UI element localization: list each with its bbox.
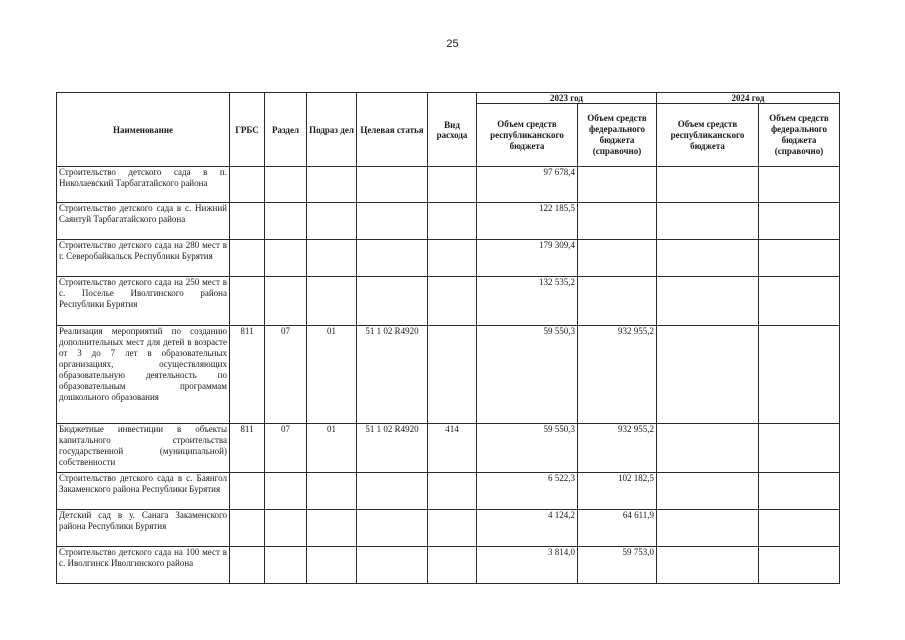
budget-table — [56, 92, 840, 584]
cell-target — [357, 240, 428, 277]
table-body — [57, 167, 840, 584]
table-row — [57, 277, 840, 326]
cell-rep2023: 122 185,5 — [477, 203, 578, 240]
header-rep-budget-2023: Объем средств республиканского бюджета — [477, 104, 578, 167]
cell-fed2023 — [578, 240, 657, 277]
cell-fed2024 — [759, 167, 840, 203]
cell-fed2024 — [759, 326, 840, 424]
cell-target — [357, 547, 428, 584]
table-row — [57, 240, 840, 277]
cell-fed2023: 102 182,5 — [578, 473, 657, 510]
cell-name: Бюджетные инвестиции в объекты капитального строительства государственной (муниципальной) собственности — [57, 424, 230, 473]
table-row — [57, 424, 840, 473]
table-row — [57, 326, 840, 424]
cell-target: 51 1 02 R4920 — [357, 424, 428, 473]
cell-grbs — [230, 277, 265, 326]
cell-fed2024 — [759, 424, 840, 473]
page-number: 25 — [446, 38, 459, 50]
cell-rep2024 — [657, 547, 759, 584]
cell-expense — [428, 277, 477, 326]
table-row — [57, 203, 840, 240]
cell-fed2024 — [759, 203, 840, 240]
cell-expense — [428, 167, 477, 203]
cell-grbs: 811 — [230, 424, 265, 473]
cell-fed2024 — [759, 510, 840, 547]
cell-name: Строительство детского сада в п. Николаевский Тарбагатайского района — [57, 167, 230, 203]
cell-rep2024 — [657, 240, 759, 277]
cell-name: Строительство детского сада на 280 мест в г. Северобайкальск Республики Бурятия — [57, 240, 230, 277]
cell-grbs — [230, 203, 265, 240]
cell-name: Строительство детского сада в с. Баянгол Закаменского района Республики Бурятия — [57, 473, 230, 510]
cell-section — [265, 547, 307, 584]
cell-expense: 414 — [428, 424, 477, 473]
cell-rep2024 — [657, 167, 759, 203]
cell-section — [265, 277, 307, 326]
cell-target: 51 1 02 R4920 — [357, 326, 428, 424]
cell-section — [265, 167, 307, 203]
cell-rep2023: 4 124,2 — [477, 510, 578, 547]
cell-fed2023: 64 611,9 — [578, 510, 657, 547]
header-section: Раздел — [265, 93, 307, 167]
cell-rep2024 — [657, 473, 759, 510]
cell-subsection: 01 — [307, 326, 357, 424]
cell-subsection — [307, 547, 357, 584]
cell-fed2023 — [578, 203, 657, 240]
cell-subsection — [307, 167, 357, 203]
cell-rep2024 — [657, 277, 759, 326]
cell-rep2023: 179 309,4 — [477, 240, 578, 277]
cell-grbs — [230, 240, 265, 277]
header-expense-type: Вид расхода — [428, 93, 477, 167]
cell-subsection — [307, 240, 357, 277]
table-row — [57, 547, 840, 584]
header-rep-budget-2024: Объем средств республиканского бюджета — [657, 104, 759, 167]
cell-fed2023: 59 753,0 — [578, 547, 657, 584]
header-row-years — [57, 93, 840, 104]
cell-grbs — [230, 547, 265, 584]
cell-fed2023 — [578, 167, 657, 203]
cell-section: 07 — [265, 326, 307, 424]
table-row — [57, 473, 840, 510]
cell-section — [265, 240, 307, 277]
cell-expense — [428, 326, 477, 424]
cell-fed2023 — [578, 277, 657, 326]
cell-rep2023: 132 535,2 — [477, 277, 578, 326]
cell-rep2023: 97 678,4 — [477, 167, 578, 203]
cell-rep2024 — [657, 326, 759, 424]
cell-rep2023: 59 550,3 — [477, 424, 578, 473]
cell-expense — [428, 203, 477, 240]
cell-subsection — [307, 473, 357, 510]
cell-fed2024 — [759, 240, 840, 277]
cell-fed2024 — [759, 473, 840, 510]
header-fed-budget-2023: Объем средств федерального бюджета (справочно) — [578, 104, 657, 167]
cell-subsection — [307, 203, 357, 240]
cell-expense — [428, 547, 477, 584]
cell-section — [265, 473, 307, 510]
cell-target — [357, 203, 428, 240]
header-name: Наименование — [57, 93, 230, 167]
cell-expense — [428, 473, 477, 510]
header-fed-budget-2024: Объем средств федерального бюджета (справочно) — [759, 104, 840, 167]
header-target: Целевая статья — [357, 93, 428, 167]
cell-name: Детский сад в у. Санага Закаменского района Республики Бурятия — [57, 510, 230, 547]
cell-fed2024 — [759, 547, 840, 584]
cell-fed2024 — [759, 277, 840, 326]
cell-subsection — [307, 510, 357, 547]
cell-rep2024 — [657, 510, 759, 547]
cell-expense — [428, 510, 477, 547]
header-year-2023: 2023 год — [477, 93, 657, 104]
cell-section — [265, 203, 307, 240]
cell-name: Строительство детского сада на 100 мест в с. Иволгинск Иволгинского района — [57, 547, 230, 584]
cell-expense — [428, 240, 477, 277]
header-subsection: Подраз дел — [307, 93, 357, 167]
cell-grbs: 811 — [230, 326, 265, 424]
cell-rep2023: 6 522,3 — [477, 473, 578, 510]
cell-target — [357, 510, 428, 547]
cell-grbs — [230, 473, 265, 510]
table-row — [57, 167, 840, 203]
cell-subsection — [307, 277, 357, 326]
header-year-2024: 2024 год — [657, 93, 840, 104]
cell-section: 07 — [265, 424, 307, 473]
cell-fed2023: 932 955,2 — [578, 424, 657, 473]
cell-subsection: 01 — [307, 424, 357, 473]
cell-rep2024 — [657, 203, 759, 240]
cell-target — [357, 473, 428, 510]
cell-name: Реализация мероприятий по созданию дополнительных мест для детей в возрасте от 3 до 7 лет в образовательных организациях, осуществляющих образовательную деятельность по образовательным программам дошкольного образования — [57, 326, 230, 424]
cell-target — [357, 277, 428, 326]
cell-name: Строительство детского сада в с. Нижний Саянтуй Тарбагатайского района — [57, 203, 230, 240]
cell-rep2023: 59 550,3 — [477, 326, 578, 424]
cell-section — [265, 510, 307, 547]
cell-grbs — [230, 167, 265, 203]
cell-grbs — [230, 510, 265, 547]
cell-rep2023: 3 814,0 — [477, 547, 578, 584]
cell-name: Строительство детского сада на 250 мест в с. Поселье Иволгинского района Республики Бурятия — [57, 277, 230, 326]
cell-target — [357, 167, 428, 203]
cell-rep2024 — [657, 424, 759, 473]
header-grbs: ГРБС — [230, 93, 265, 167]
cell-fed2023: 932 955,2 — [578, 326, 657, 424]
table-row — [57, 510, 840, 547]
